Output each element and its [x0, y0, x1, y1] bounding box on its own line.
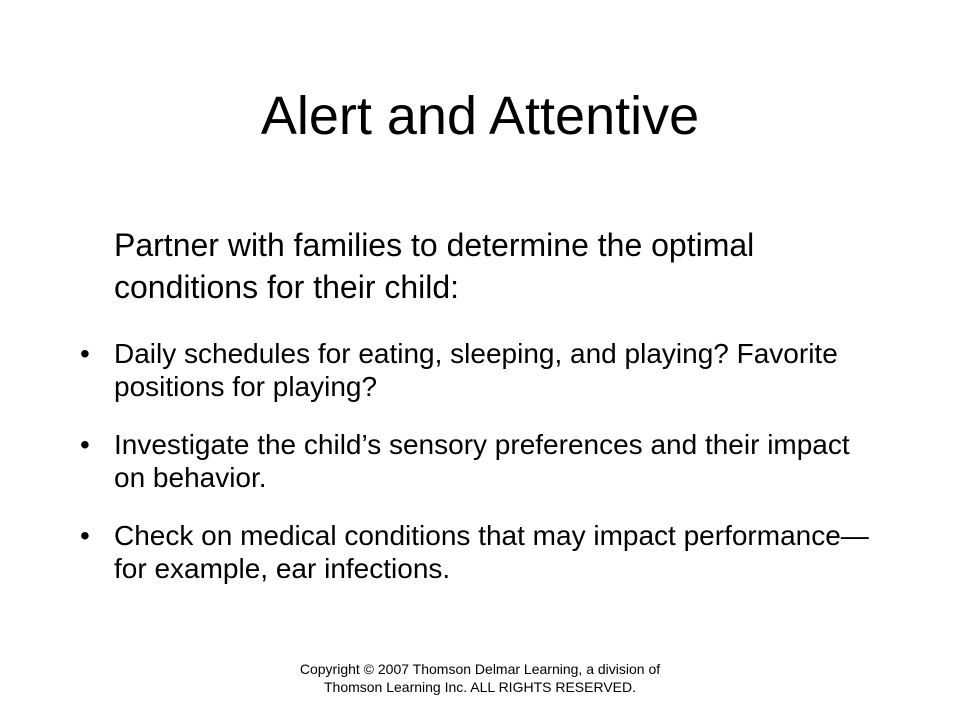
copyright-line-1: Copyright © 2007 Thomson Delmar Learning, a division of [299, 661, 661, 677]
bullet-text: Check on medical conditions that may impact performance—for example, ear infections. [114, 520, 869, 584]
bullet-item-sensory [80, 428, 880, 494]
bullet-text: Investigate the child’s sensory preferences and their impact on behavior. [114, 429, 850, 493]
bullet-item-schedules [80, 337, 880, 403]
bullet-list [80, 337, 880, 610]
intro-text: Partner with families to determine the optimal conditions for their child: [114, 227, 755, 305]
copyright-line-2: Thomson Learning Inc. ALL RIGHTS RESERVED. [323, 679, 637, 695]
copyright-footer [0, 660, 960, 696]
bullet-icon: • [80, 429, 90, 460]
bullet-text: Daily schedules for eating, sleeping, and playing? Favorite positions for playing? [114, 338, 838, 402]
bullet-icon: • [80, 520, 90, 551]
slide-title: Alert and Attentive [260, 86, 700, 146]
bullet-item-medical [80, 519, 880, 585]
bullet-icon: • [80, 338, 90, 369]
